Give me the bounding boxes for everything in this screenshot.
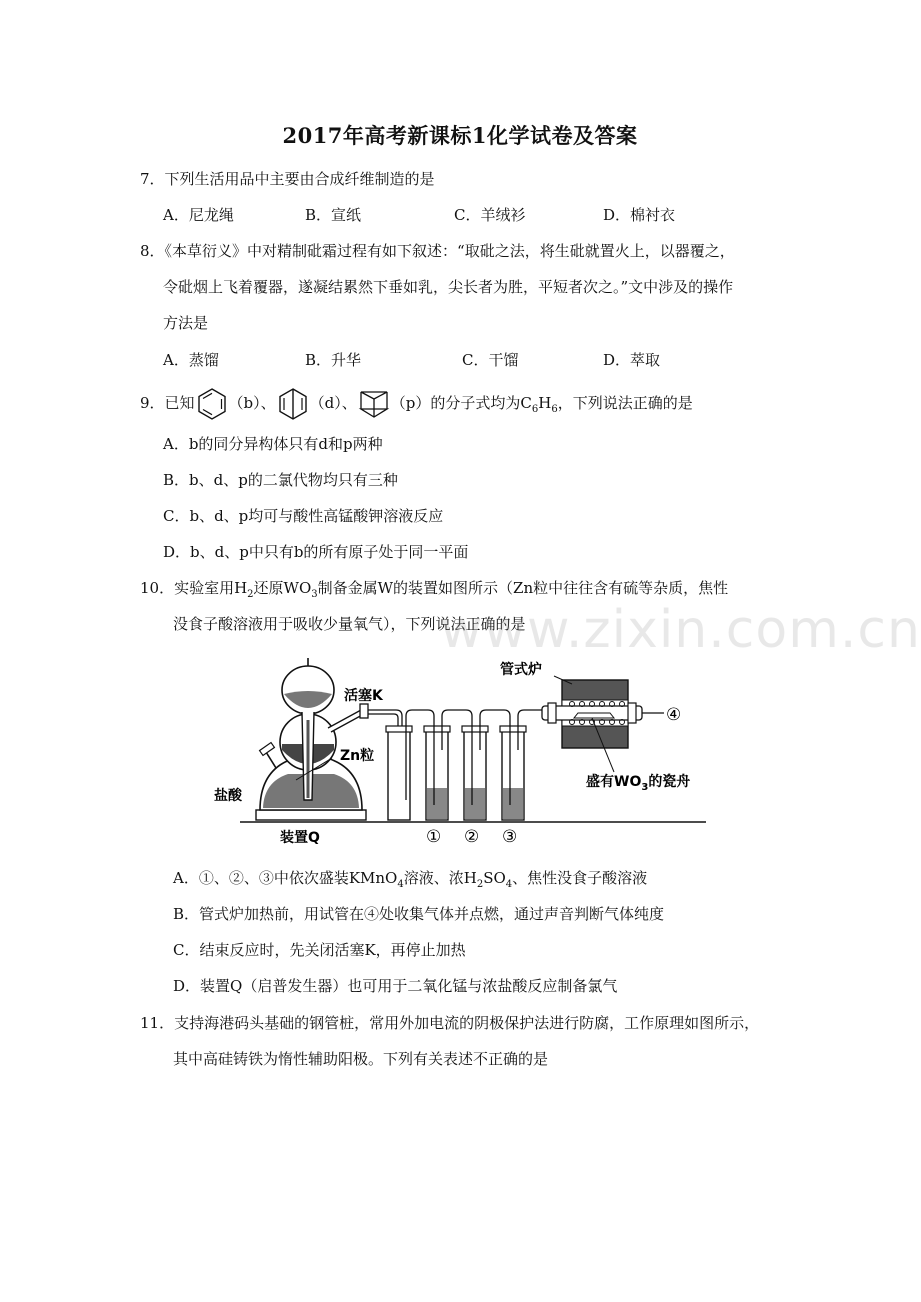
boat-label-a: 盛有WO	[586, 774, 642, 790]
q9-option-d: D．b、d、p中只有b的所有原子处于同一平面	[163, 543, 469, 561]
hydrochloric-acid-label: 盐酸	[214, 788, 242, 804]
q8-line-1: 8．《本草衍义》中对精制砒霜过程有如下叙述：“取砒之法，将生砒就置火上，以器覆之，	[140, 242, 735, 260]
q9-stem	[140, 387, 693, 425]
q7-option-b: B．宣纸	[305, 206, 362, 224]
q8-option-d: D．萃取	[603, 351, 661, 369]
q8-line-3: 方法是	[163, 314, 209, 332]
bottle-3-label: ③	[502, 827, 518, 847]
q7-stem: 7．下列生活用品中主要由合成纤维制造的是	[140, 170, 435, 188]
q9-sub-1: 6	[531, 404, 539, 415]
q9-prefix: 9．已知	[140, 394, 195, 412]
q9-mid: H	[538, 394, 552, 412]
q10-option-d: D．装置Q（启普发生器）也可用于二氧化锰与浓盐酸反应制备氯气	[173, 977, 618, 995]
q9-option-a: A．b的同分异构体只有d和p两种	[163, 435, 383, 453]
q11-line-2: 其中高硅铸铁为惰性辅助阳极。下列有关表述不正确的是	[173, 1050, 549, 1068]
q10-opt-a-sub2: 2	[476, 879, 484, 890]
q10-line1-a: 10．实验室用H	[140, 579, 248, 597]
bottle-2-label: ②	[464, 827, 480, 847]
apparatus-diagram	[214, 660, 716, 850]
q8-option-a: A．蒸馏	[163, 351, 219, 369]
q9-suffix: ，下列说法正确的是	[557, 394, 693, 412]
q9-label-p: （p）的分子式均为C	[390, 394, 532, 412]
q9-label-b: （b）、	[228, 394, 276, 412]
q10-line1-sub2: 3	[311, 589, 318, 600]
q10-line-2: 没食子酸溶液用于吸收少量氧气），下列说法正确的是	[173, 615, 526, 633]
boat-label	[586, 773, 690, 793]
prismane-structure-icon	[357, 387, 391, 421]
zn-granules-label: Zn粒	[340, 748, 375, 764]
q10-opt-a-3: SO	[483, 869, 506, 887]
q10-line1-sub1: 2	[247, 589, 254, 600]
q10-opt-a-4: 、焦性没食子酸溶液	[512, 869, 648, 887]
q8-line-2: 令砒烟上飞着覆器，遂凝结累然下垂如乳，尖长者为胜，平短者次之。”文中涉及的操作	[163, 278, 734, 296]
outlet-4-label: ④	[666, 705, 682, 725]
watermark: www.zixin.com.cn	[440, 600, 921, 660]
boat-label-sub: 3	[641, 782, 649, 793]
q11-line-1: 11．支持海港码头基础的钢管桩，常用外加电流的阴极保护法进行防腐，工作原理如图所示，	[140, 1014, 760, 1032]
q8-option-b: B．升华	[305, 351, 362, 369]
q9-option-b: B．b、d、p的二氯代物均只有三种	[163, 471, 398, 489]
q10-opt-a-2: 溶液、浓H	[403, 869, 477, 887]
valve-k-label: 活塞K	[344, 688, 383, 704]
q10-line1-c: 制备金属W的装置如图所示（Zn粒中往往含有硫等杂质，焦性	[317, 579, 729, 597]
bottle-1-label: ①	[426, 827, 442, 847]
page-title: 2017年高考新课标1化学试卷及答案	[282, 123, 638, 148]
q7-option-a: A．尼龙绳	[163, 206, 234, 224]
q7-option-c: C．羊绒衫	[454, 206, 526, 224]
q9-label-d: （d）、	[309, 394, 357, 412]
dewar-benzene-structure-icon	[276, 387, 310, 421]
q10-option-c: C．结束反应时，先关闭活塞K，再停止加热	[173, 941, 466, 959]
q9-sub-2: 6	[551, 404, 558, 415]
furnace-label: 管式炉	[500, 662, 542, 678]
q9-option-c: C．b、d、p均可与酸性高锰酸钾溶液反应	[163, 507, 444, 525]
benzene-structure-icon	[195, 387, 229, 421]
q10-opt-a-sub3: 4	[505, 879, 513, 890]
q10-opt-a-1: A．①、②、③中依次盛装KMnO	[173, 869, 398, 887]
q10-option-a	[173, 867, 647, 896]
q10-line1-b: 还原WO	[253, 579, 312, 597]
q10-opt-a-sub1: 4	[397, 879, 404, 890]
q8-option-c: C．干馏	[462, 351, 519, 369]
boat-label-b: 的瓷舟	[648, 774, 691, 790]
q10-option-b: B．管式炉加热前，用试管在④处收集气体并点燃，通过声音判断气体纯度	[173, 905, 665, 923]
device-q-label: 装置Q	[280, 830, 320, 846]
q7-option-d: D．棉衬衣	[603, 206, 676, 224]
